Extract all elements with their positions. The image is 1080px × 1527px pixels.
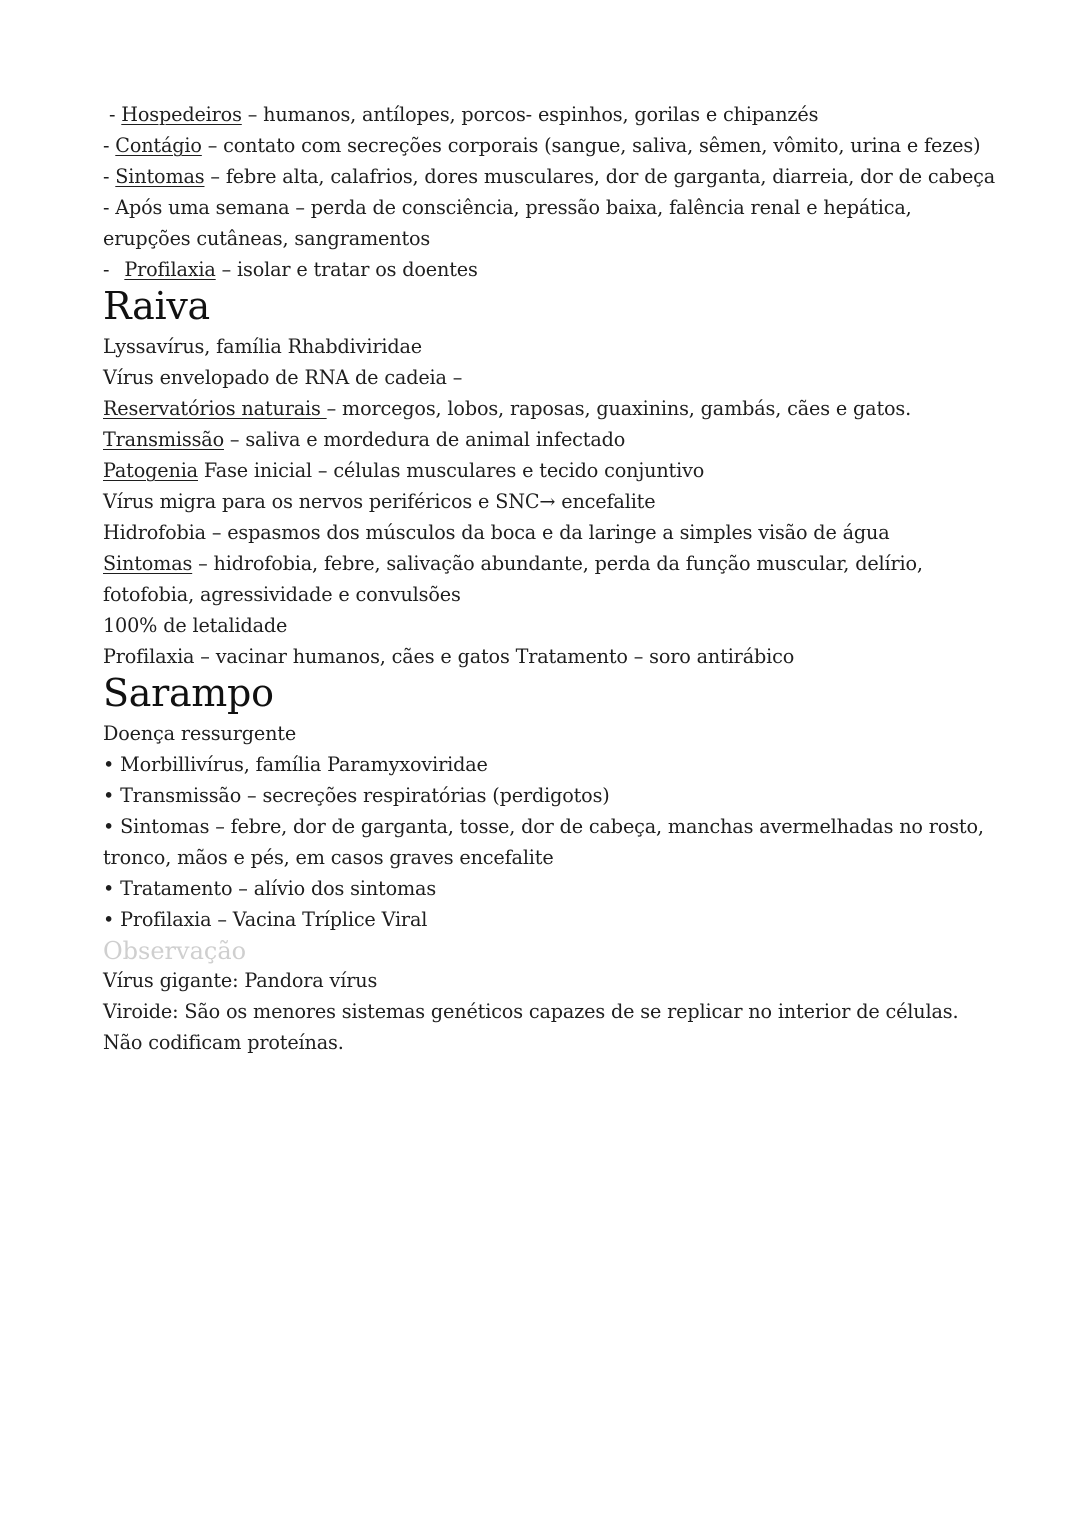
profilaxia-label: Profilaxia — [124, 258, 216, 281]
sarampo-bullet: • Tratamento – alívio dos sintomas — [103, 877, 437, 900]
observacao-line: Viroide: São os menores sistemas genéticos capazes de se replicar no interior de células. — [103, 1000, 959, 1023]
ebola-section — [103, 99, 1003, 285]
hospedeiros-line — [103, 99, 1003, 130]
line-prefix: - — [109, 103, 122, 126]
raiva-line: Vírus migra para os nervos periféricos e SNC→ encefalite — [103, 490, 656, 513]
reservatorios-line — [103, 393, 1003, 424]
transmissao-label: Transmissão — [103, 428, 224, 451]
sarampo-bullet: • Morbillivírus, família Paramyxoviridae — [103, 753, 488, 776]
raiva-line: 100% de letalidade — [103, 614, 288, 637]
line-prefix: - — [103, 258, 110, 281]
transmissao-text: – saliva e mordedura de animal infectado — [223, 428, 626, 451]
contagio-label: Contágio — [115, 134, 202, 157]
sarampo-bullet: • Sintomas – febre, dor de garganta, tosse, dor de cabeça, manchas avermelhadas no rosto, — [103, 815, 984, 838]
sarampo-heading: Sarampo — [103, 671, 274, 715]
sarampo-line: Doença ressurgente — [103, 722, 297, 745]
line-prefix: - — [103, 134, 116, 157]
contagio-line — [103, 130, 1003, 161]
raiva-sintomas-text: – hidrofobia, febre, salivação abundante, perda da função muscular, delírio, — [192, 552, 923, 575]
raiva-line: Vírus envelopado de RNA de cadeia – — [103, 366, 463, 389]
profilaxia-text: – isolar e tratar os doentes — [215, 258, 478, 281]
reservatorios-text: – morcegos, lobos, raposas, guaxinins, gambás, cães e gatos. — [326, 397, 912, 420]
patogenia-label: Patogenia — [103, 459, 198, 482]
apos-semana-line: - Após uma semana – perda de consciência, pressão baixa, falência renal e hepática, — [103, 196, 912, 219]
sarampo-section — [103, 670, 1003, 935]
observacao-heading: Observação — [103, 937, 247, 965]
sintomas-line — [103, 161, 1003, 192]
hospedeiros-label: Hospedeiros — [121, 103, 242, 126]
profilaxia-line — [103, 254, 1003, 285]
erupcoes-line: erupções cutâneas, sangramentos — [103, 227, 431, 250]
patogenia-text: Fase inicial – células musculares e tecido conjuntivo — [197, 459, 705, 482]
raiva-heading: Raiva — [103, 284, 210, 328]
sintomas-label: Sintomas — [115, 165, 205, 188]
raiva-sintomas-line — [103, 548, 1003, 579]
raiva-line: Profilaxia – vacinar humanos, cães e gatos Tratamento – soro antirábico — [103, 645, 795, 668]
raiva-line: Lyssavírus, família Rhabdiviridae — [103, 335, 422, 358]
raiva-sintomas-label: Sintomas — [103, 552, 193, 575]
document-page — [103, 99, 1003, 1058]
sarampo-bullet: • Profilaxia – Vacina Tríplice Viral — [103, 908, 428, 931]
line-prefix: - — [103, 165, 116, 188]
raiva-line: Hidrofobia – espasmos dos músculos da boca e da laringe a simples visão de água — [103, 521, 890, 544]
hospedeiros-text: – humanos, antílopes, porcos- espinhos, gorilas e chipanzés — [241, 103, 819, 126]
sarampo-bullet: • Transmissão – secreções respiratórias (perdigotos) — [103, 784, 610, 807]
observacao-line: Vírus gigante: Pandora vírus — [103, 969, 378, 992]
reservatorios-label: Reservatórios naturais — [103, 397, 327, 420]
transmissao-line — [103, 424, 1003, 455]
observacao-section — [103, 937, 1003, 1058]
contagio-text: – contato com secreções corporais (sangue, saliva, sêmen, vômito, urina e fezes) — [201, 134, 981, 157]
patogenia-line — [103, 455, 1003, 486]
raiva-section — [103, 283, 1003, 672]
raiva-line: fotofobia, agressividade e convulsões — [103, 583, 461, 606]
sarampo-line: tronco, mãos e pés, em casos graves encefalite — [103, 846, 554, 869]
observacao-line: Não codificam proteínas. — [103, 1031, 344, 1054]
sintomas-text: – febre alta, calafrios, dores musculares, dor de garganta, diarreia, dor de cabeça — [204, 165, 996, 188]
